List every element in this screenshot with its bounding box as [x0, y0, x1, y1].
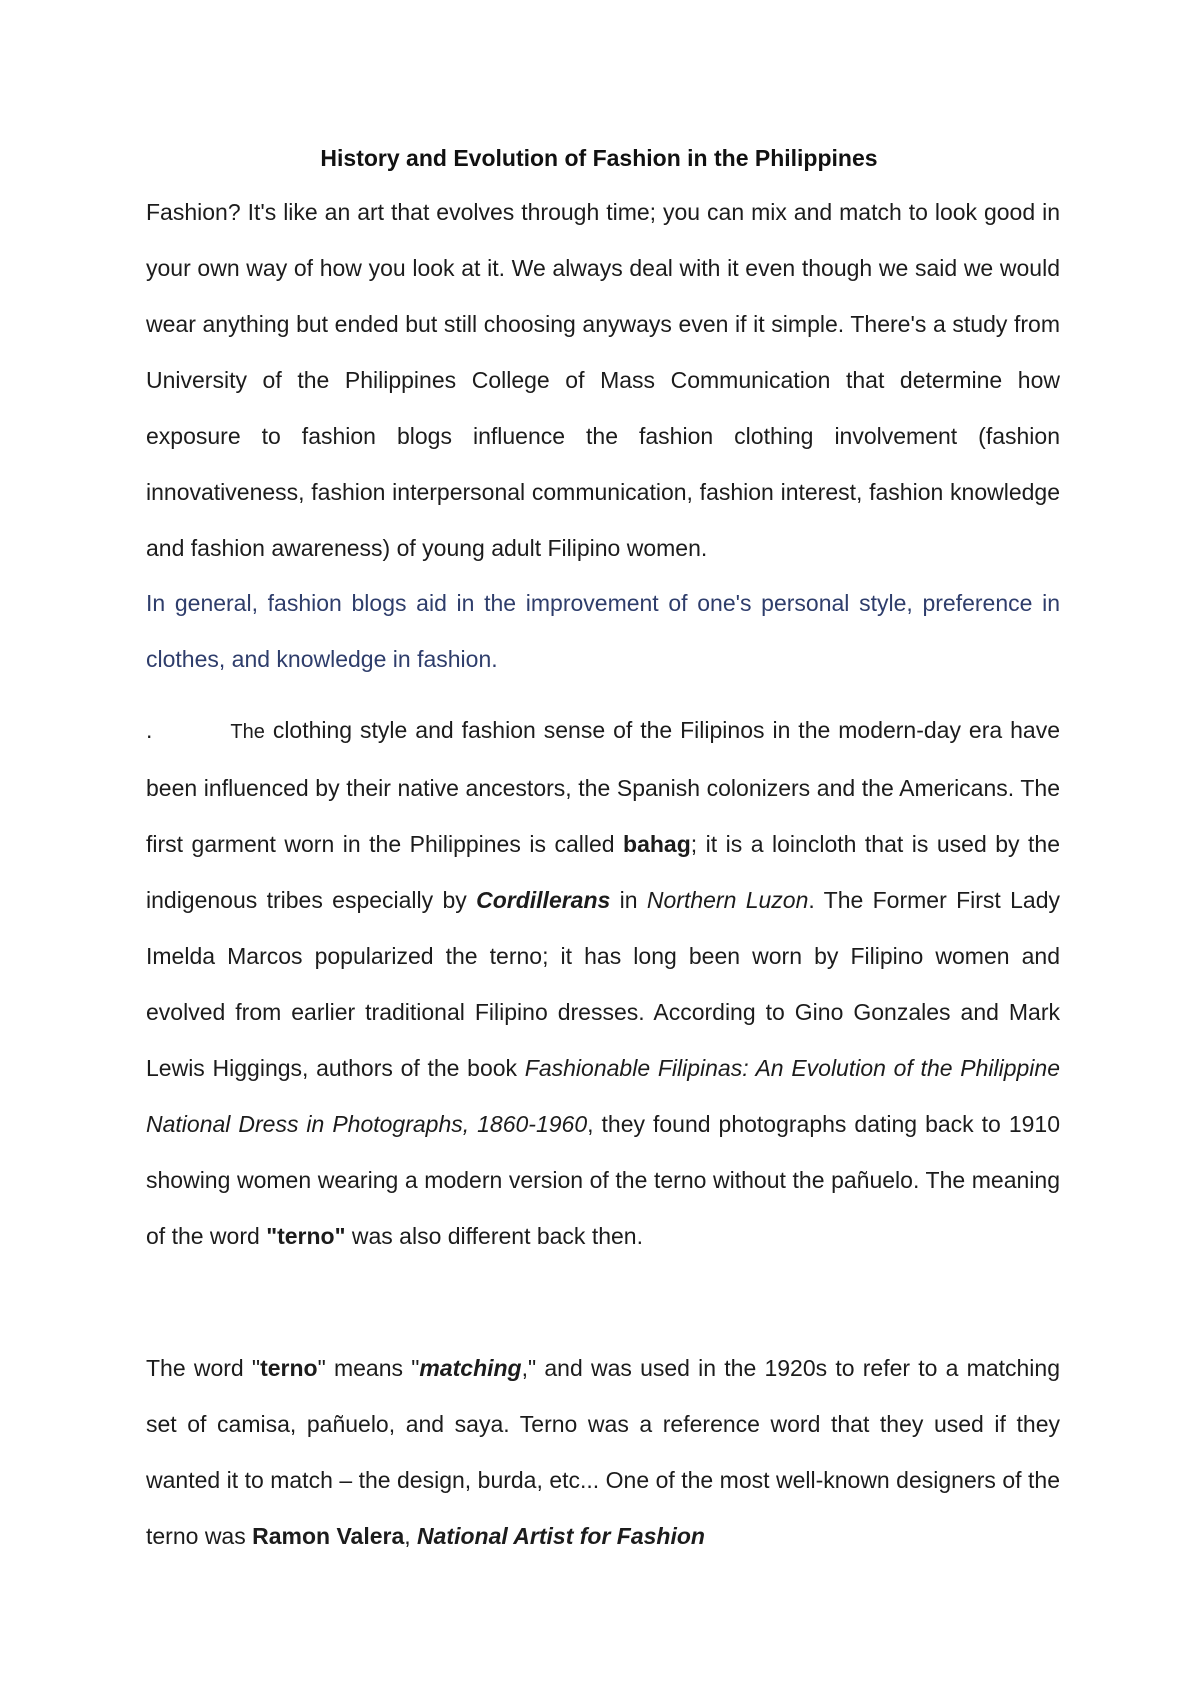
text-span: " means " [317, 1355, 420, 1381]
text-span: The word " [146, 1355, 261, 1381]
term-ramon-valera: Ramon Valera [252, 1523, 405, 1549]
text-span: in [610, 887, 647, 913]
paragraph-fashion-blogs: In general, fashion blogs aid in the improvement of one's personal style, preference in clothes, and knowledge in fashion. [146, 590, 1060, 672]
document-title: History and Evolution of Fashion in the Philippines [320, 145, 878, 171]
text-the: The [230, 721, 265, 743]
text-span: , [404, 1523, 418, 1549]
term-matching: matching [419, 1355, 522, 1381]
paragraph-intro: Fashion? It's like an art that evolves through time; you can mix and match to look good in your own way of how you look at it. We always deal with it even though we said we would wear anything but ended but still choosing anyways even if it simple. There's a study from University of the Philippines College of Mass Communication that determine how exposure to fashion blogs influence the fashion clothing involvement (fashion innovativeness, fashion interpersonal communication, fashion interest, fashion knowledge and fashion awareness) of young adult Filipino women. [146, 199, 1060, 561]
text-span: ; it is a loincloth that is used by the indigenous tribes especially by [146, 831, 1060, 913]
paragraph-clothing-history [146, 702, 1060, 1264]
term-cordillerans: Cordillerans [476, 887, 611, 913]
term-bahag: bahag [623, 831, 691, 857]
text-span: ," and was used in the 1920s to refer to a matching set of camisa, pañuelo, and saya. Terno was a reference word that they used if they wanted it to match – the design, burda, etc... One of the most well-known designers of the terno was [146, 1355, 1060, 1549]
term-northern-luzon: Northern Luzon [646, 887, 809, 913]
term-national-artist: National Artist for Fashion [417, 1523, 705, 1549]
text-span: . The Former First Lady Imelda Marcos popularized the terno; it has long been worn by Filipino women and evolved from earlier traditional Filipino dresses. According to Gino Gonzales and Mark Lewis Higgings, authors of the book [146, 887, 1060, 1081]
term-terno: terno [260, 1355, 318, 1381]
text-span: , they found photographs dating back to 1910 showing women wearing a modern version of the terno without the pañuelo. The meaning of the word [146, 1111, 1060, 1249]
book-title: Fashionable Filipinas: An Evolution of the Philippine National Dress in Photographs, 1860-1960 [146, 1055, 1060, 1137]
term-terno-quoted: "terno" [266, 1223, 346, 1249]
lead-dot: . [146, 717, 153, 743]
paragraph-terno-meaning [146, 1340, 1060, 1564]
text-span: was also different back then. [345, 1223, 643, 1249]
text-span: clothing style and fashion sense of the Filipinos in the modern-day era have been influenced by their native ancestors, the Spanish colonizers and the Americans. The first garment worn in the Philippines is called [146, 717, 1060, 857]
